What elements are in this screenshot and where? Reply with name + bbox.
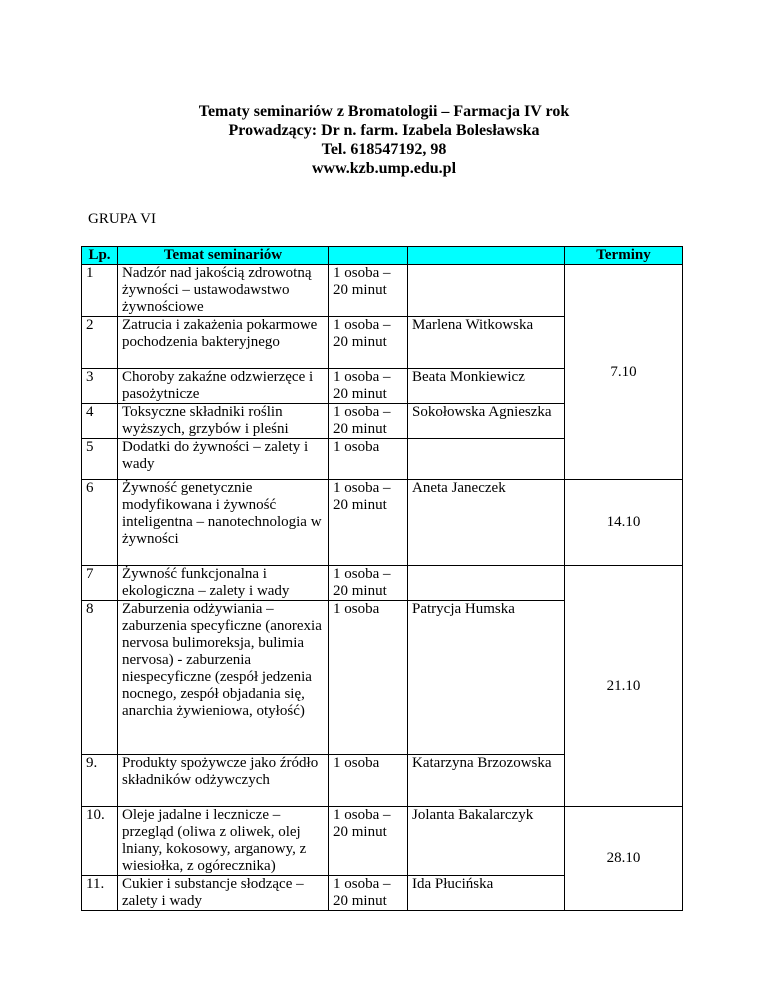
row-topic: Toksyczne składniki roślin wyższych, grzybów i pleśni xyxy=(118,404,329,439)
row-topic: Oleje jadalne i lecznicze – przegląd (oliwa z oliwek, olej lniany, kokosowy, arganowy, z wiesiołka, z ogórecznika) xyxy=(118,807,329,876)
table-row xyxy=(82,566,683,601)
row-topic: Nadzór nad jakością zdrowotną żywności – ustawodawstwo żywnościowe xyxy=(118,265,329,317)
row-lp: 2 xyxy=(82,317,118,369)
table-row xyxy=(82,807,683,876)
table-row xyxy=(82,480,683,566)
row-topic: Produkty spożywcze jako źródło składników odżywczych xyxy=(118,755,329,807)
row-topic: Żywność funkcjonalna i ekologiczna – zalety i wady xyxy=(118,566,329,601)
row-lp: 3 xyxy=(82,369,118,404)
term-cell: 28.10 xyxy=(565,807,683,911)
row-size: 1 osoba – 20 minut xyxy=(329,265,408,317)
row-person: Jolanta Bakalarczyk xyxy=(408,807,565,876)
term-cell: 21.10 xyxy=(565,566,683,807)
row-lp: 4 xyxy=(82,404,118,439)
row-person: Katarzyna Brzozowska xyxy=(408,755,565,807)
table-row xyxy=(82,265,683,317)
seminar-table xyxy=(81,246,683,911)
column-header-person xyxy=(408,247,565,265)
row-person xyxy=(408,265,565,317)
row-person: Beata Monkiewicz xyxy=(408,369,565,404)
document-header xyxy=(0,102,768,178)
row-size: 1 osoba – 20 minut xyxy=(329,369,408,404)
row-person: Sokołowska Agnieszka xyxy=(408,404,565,439)
phone-line: Tel. 618547192, 98 xyxy=(321,141,447,158)
row-topic: Żywność genetycznie modyfikowana i żywność inteligentna – nanotechnologia w żywności xyxy=(118,480,329,566)
row-size: 1 osoba – 20 minut xyxy=(329,480,408,566)
row-topic: Zaburzenia odżywiania – zaburzenia specyficzne (anorexia nervosa bulimoreksja, bulimia nervosa) - zaburzenia niespecyficzne (zespół jedzenia nocnego, zespół objadania się, anarchia żywieniowa, otyłość) xyxy=(118,601,329,755)
row-lp: 11. xyxy=(82,876,118,911)
row-topic: Dodatki do żywności – zalety i wady xyxy=(118,439,329,480)
row-size: 1 osoba – 20 minut xyxy=(329,317,408,369)
term-cell: 7.10 xyxy=(565,265,683,480)
row-size: 1 osoba – 20 minut xyxy=(329,876,408,911)
term-cell: 14.10 xyxy=(565,480,683,566)
table-header-row xyxy=(82,247,683,265)
row-lp: 7 xyxy=(82,566,118,601)
column-header-topic: Temat seminariów xyxy=(118,247,329,265)
row-person xyxy=(408,566,565,601)
row-person xyxy=(408,439,565,480)
row-person: Ida Płucińska xyxy=(408,876,565,911)
title-line: Tematy seminariów z Bromatologii – Farmacja IV rok xyxy=(198,103,570,120)
row-topic: Choroby zakaźne odzwierzęce i pasożytnicze xyxy=(118,369,329,404)
website-line: www.kzb.ump.edu.pl xyxy=(311,160,457,177)
row-size: 1 osoba – 20 minut xyxy=(329,807,408,876)
row-person: Patrycja Humska xyxy=(408,601,565,755)
row-lp: 9. xyxy=(82,755,118,807)
instructor-line: Prowadzący: Dr n. farm. Izabela Bolesławska xyxy=(228,122,540,139)
row-lp: 8 xyxy=(82,601,118,755)
row-lp: 1 xyxy=(82,265,118,317)
row-lp: 5 xyxy=(82,439,118,480)
row-size: 1 osoba xyxy=(329,439,408,480)
row-lp: 10. xyxy=(82,807,118,876)
row-size: 1 osoba xyxy=(329,755,408,807)
group-label: GRUPA VI xyxy=(88,211,156,227)
column-header-terms: Terminy xyxy=(565,247,683,265)
column-header-size xyxy=(329,247,408,265)
row-topic: Cukier i substancje słodzące – zalety i wady xyxy=(118,876,329,911)
column-header-lp: Lp. xyxy=(82,247,118,265)
row-topic: Zatrucia i zakażenia pokarmowe pochodzenia bakteryjnego xyxy=(118,317,329,369)
row-person: Aneta Janeczek xyxy=(408,480,565,566)
row-person: Marlena Witkowska xyxy=(408,317,565,369)
row-size: 1 osoba – 20 minut xyxy=(329,566,408,601)
row-lp: 6 xyxy=(82,480,118,566)
row-size: 1 osoba xyxy=(329,601,408,755)
row-size: 1 osoba – 20 minut xyxy=(329,404,408,439)
